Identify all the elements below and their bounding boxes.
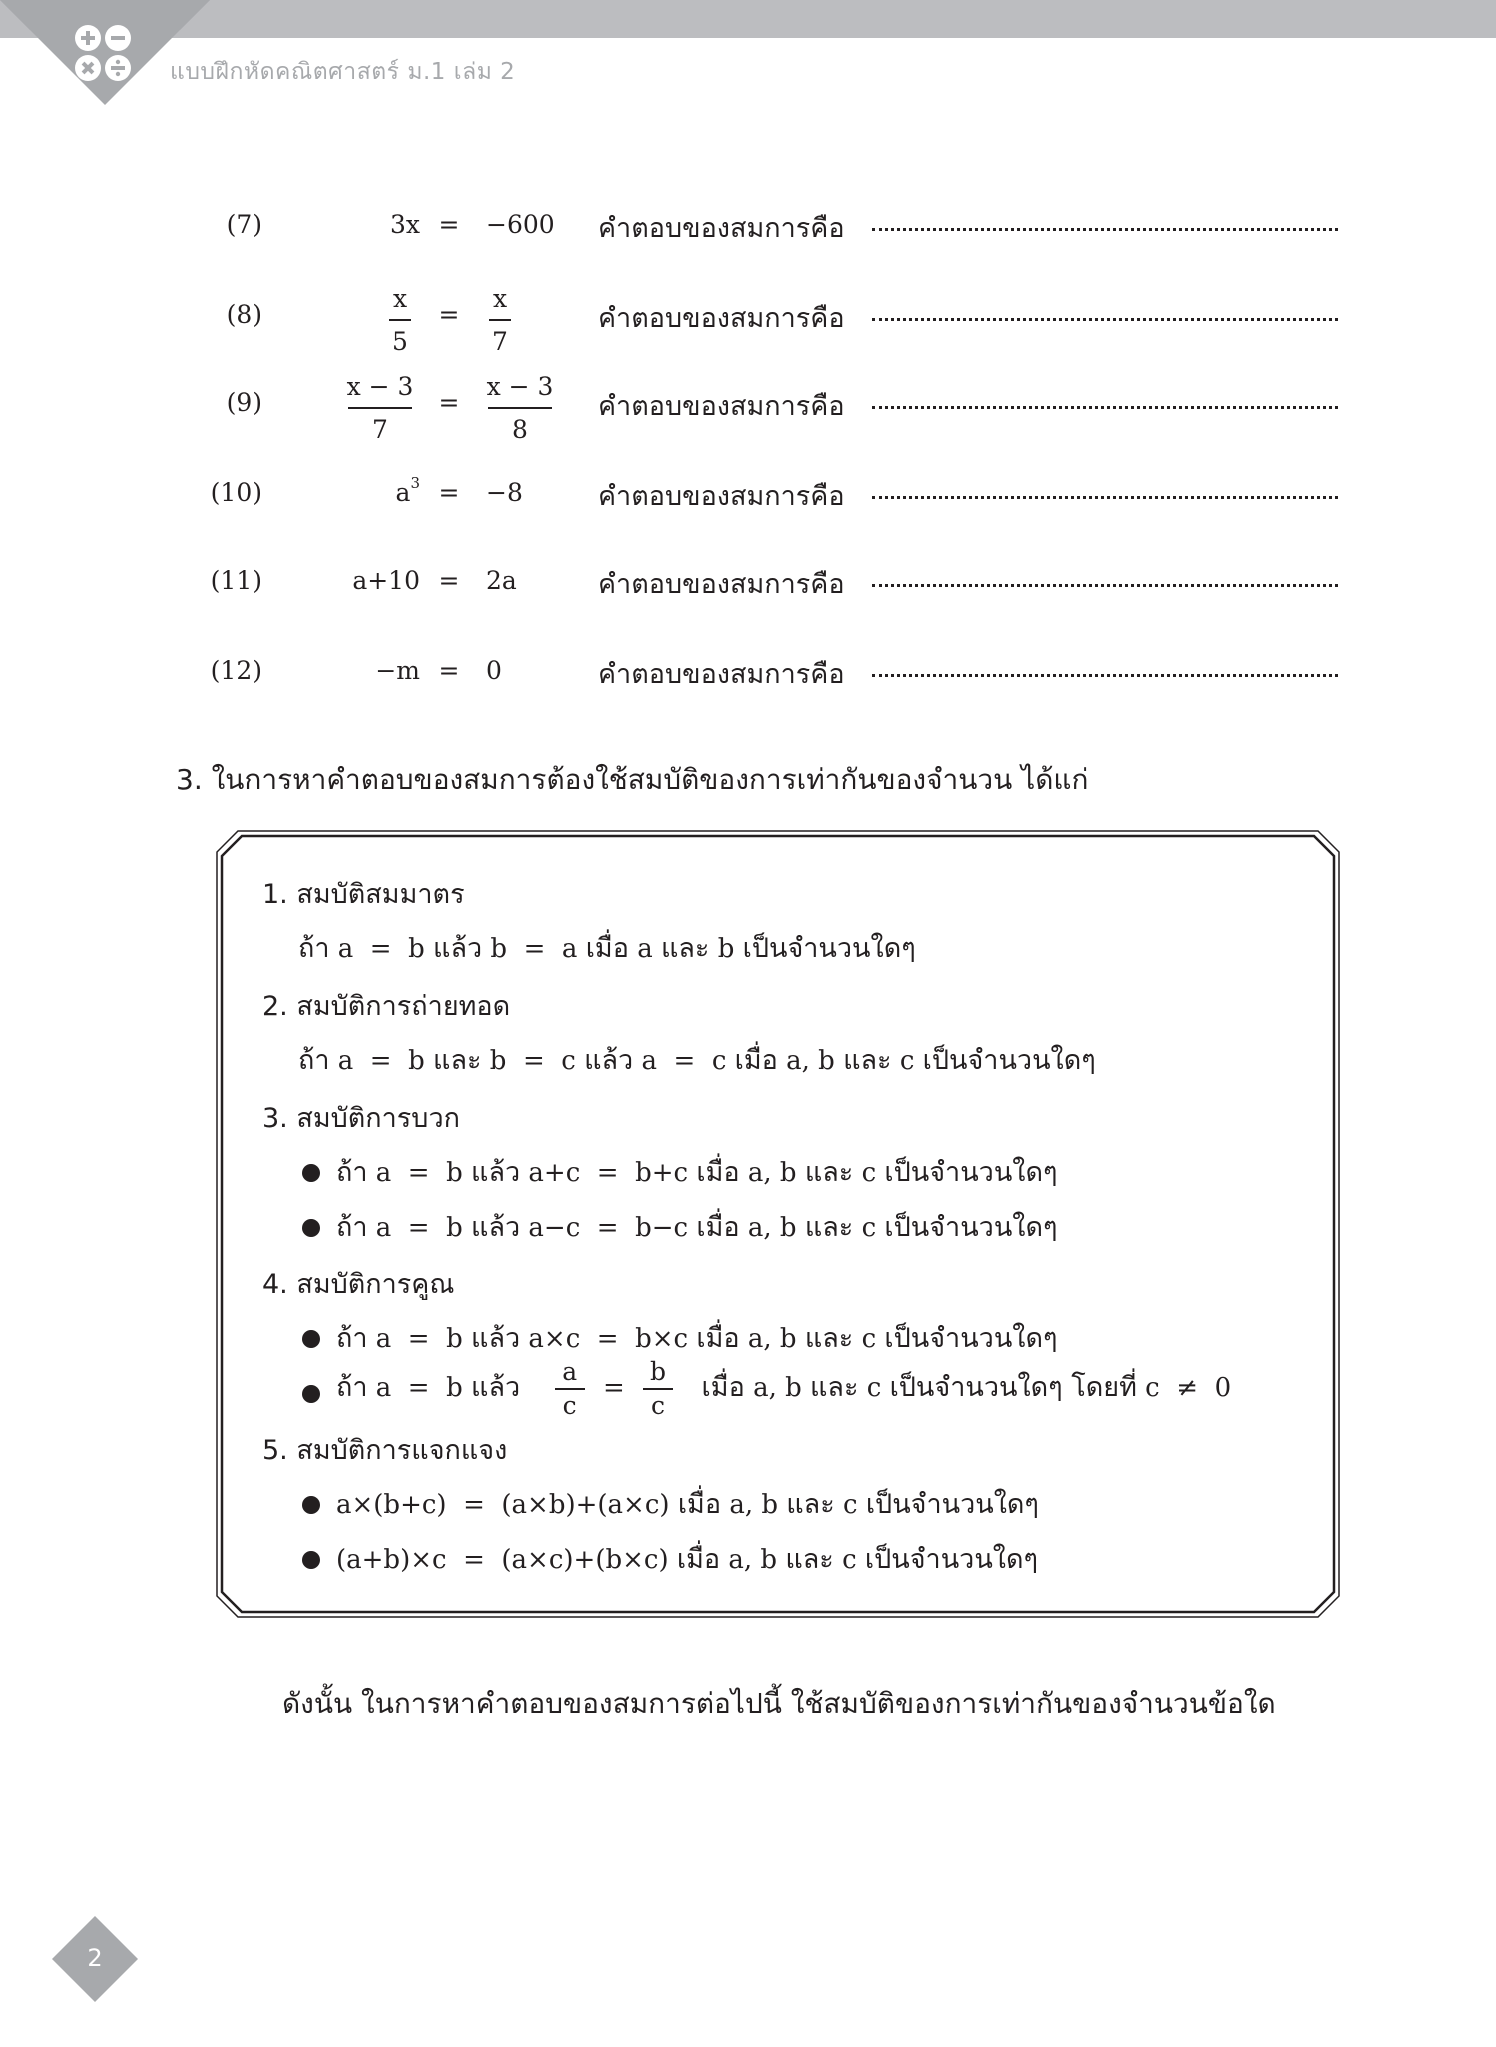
text: และ [433, 1045, 482, 1076]
property-1-title [262, 872, 465, 915]
property-5-title [262, 1428, 507, 1471]
math: c ≠ 0 [1145, 1373, 1232, 1403]
text: เมื่อ [701, 1372, 745, 1403]
text: แล้ว [471, 1157, 521, 1188]
math: c [861, 1158, 877, 1188]
property-5-statement-2 [336, 1537, 1038, 1580]
text: ถ้า [336, 1157, 368, 1188]
math: (a+b)×c = (a×c)+(b×c) [336, 1545, 669, 1575]
page-number: 2 [87, 1944, 103, 1972]
header-bar [0, 0, 1496, 38]
bullet-icon [302, 1164, 320, 1182]
equals-sign: = [438, 300, 460, 329]
text: เป็นจำนวนใดๆ [884, 1212, 1058, 1243]
denominator: 7 [372, 415, 388, 444]
text: เป็นจำนวนใดๆ [922, 1045, 1096, 1076]
equation-right: 2a [486, 566, 517, 595]
equation-row-11 [0, 542, 1496, 622]
property-title-text: 2. สมบัติการถ่ายทอด [262, 991, 511, 1022]
text: เมื่อ [677, 1489, 722, 1520]
property-2-title [262, 984, 510, 1027]
text: และ [810, 1372, 859, 1403]
fraction-a-over-c [555, 1358, 585, 1420]
equals-sign: = [438, 478, 460, 507]
bullet-icon [302, 1330, 320, 1348]
numerator: x − 3 [486, 372, 554, 401]
math: c [866, 1373, 882, 1403]
equation-left: −m [375, 656, 420, 685]
equals-sign: = [602, 1373, 625, 1403]
math: c [843, 1490, 858, 1520]
equals-sign: = [438, 210, 460, 239]
math: a, b [747, 1158, 797, 1188]
property-3-statement-2 [336, 1205, 1058, 1248]
bullet-icon [302, 1496, 320, 1514]
equation-row-10 [0, 454, 1496, 534]
math: a = b [337, 1046, 425, 1076]
equation-left: a+10 [352, 566, 420, 595]
text: ถ้า [298, 1045, 330, 1076]
equation-number: (10) [210, 478, 262, 507]
exponent: 3 [410, 474, 420, 492]
answer-label: คำตอบของสมการคือ [598, 303, 845, 334]
math: a = c [641, 1046, 727, 1076]
math: b [717, 934, 735, 964]
text: เมื่อ [676, 1544, 721, 1575]
math: c [899, 1046, 915, 1076]
text: เป็นจำนวนใดๆ [864, 1544, 1038, 1575]
text: แล้ว [471, 1372, 521, 1403]
equation-number: (8) [226, 300, 262, 329]
numerator: x [392, 284, 408, 313]
property-1-statement [298, 926, 916, 969]
text: และ [786, 1489, 835, 1520]
text: และ [804, 1157, 854, 1188]
math: a [637, 934, 653, 964]
text: เป็นจำนวนใดๆ [742, 933, 916, 964]
math: b = a [490, 934, 578, 964]
text: แล้ว [471, 1212, 521, 1243]
equation-number: (9) [226, 388, 262, 417]
property-title-text: 1. สมบัติสมมาตร [262, 879, 465, 910]
equation-right: −8 [486, 478, 523, 507]
text: เป็นจำนวนใดๆ [865, 1489, 1039, 1520]
property-3-title [262, 1096, 460, 1139]
math: a, b [747, 1324, 797, 1354]
math: a = b [375, 1213, 463, 1243]
denominator: 8 [512, 415, 528, 444]
math: a, b [786, 1046, 835, 1076]
numerator: b [650, 1357, 667, 1386]
text: ถ้า [336, 1212, 368, 1243]
answer-label: คำตอบของสมการคือ [598, 213, 845, 244]
property-4-statement-1 [336, 1316, 1058, 1359]
math: a, b [753, 1373, 802, 1403]
answer-label: คำตอบของสมการคือ [598, 391, 845, 422]
text: ถ้า [336, 1372, 368, 1403]
text: เป็นจำนวนใดๆ [884, 1323, 1058, 1354]
text: และ [785, 1544, 834, 1575]
math: a+c = b+c [528, 1158, 689, 1188]
numerator: x [492, 284, 508, 313]
math: a = b [337, 934, 425, 964]
answer-blank[interactable] [872, 406, 1338, 409]
equation-right: 0 [486, 656, 502, 685]
text: ถ้า [336, 1323, 368, 1354]
bullet-icon [302, 1219, 320, 1237]
numerator: x − 3 [346, 372, 414, 401]
numerator: a [562, 1357, 578, 1386]
bullet-icon [302, 1385, 320, 1403]
math: b = c [489, 1046, 576, 1076]
denominator: c [562, 1391, 577, 1420]
text: แล้ว [584, 1045, 634, 1076]
equation-row-8 [0, 276, 1496, 356]
text: แล้ว [433, 933, 483, 964]
math: a−c = b−c [528, 1213, 689, 1243]
math: c [861, 1213, 877, 1243]
math-operators-icon [72, 22, 138, 88]
equation-number: (7) [226, 210, 262, 239]
math: a, b [747, 1213, 797, 1243]
answer-blank[interactable] [872, 496, 1338, 499]
math: a = b [375, 1373, 463, 1403]
equation-left [320, 474, 420, 507]
denominator: c [651, 1391, 666, 1420]
math: c [842, 1545, 857, 1575]
denominator: 7 [492, 327, 508, 356]
conclusion-question: ดังนั้น ในการหาคำตอบของสมการต่อไปนี้ ใช้สมบัติของการเท่ากันของจำนวนข้อใด [282, 1687, 1276, 1720]
text: แล้ว [471, 1323, 521, 1354]
answer-label: คำตอบของสมการคือ [598, 659, 845, 690]
text: และ [843, 1045, 892, 1076]
answer-blank[interactable] [872, 318, 1338, 321]
equals-sign: = [438, 656, 460, 685]
answer-blank[interactable] [872, 228, 1338, 231]
property-title-text: 4. สมบัติการคูณ [262, 1269, 455, 1300]
left-fraction [330, 370, 430, 447]
text: และ [804, 1323, 854, 1354]
right-fraction [470, 370, 570, 447]
equation-number: (11) [210, 566, 262, 595]
math: a, b [729, 1490, 779, 1520]
math: a×c = b×c [528, 1324, 689, 1354]
equation-right: −600 [486, 210, 555, 239]
equation-number: (12) [210, 656, 262, 685]
answer-label: คำตอบของสมการคือ [598, 481, 845, 512]
section-3-intro: 3. ในการหาคำตอบของสมการต้องใช้สมบัติของการเท่ากันของจำนวน ได้แก่ [176, 763, 1089, 796]
answer-blank[interactable] [872, 674, 1338, 677]
math: a, b [728, 1545, 778, 1575]
property-5-statement-1 [336, 1482, 1039, 1525]
text: เป็นจำนวนใดๆ [884, 1157, 1058, 1188]
math: a = b [375, 1158, 463, 1188]
equation-row-7 [0, 186, 1496, 266]
right-fraction [450, 282, 550, 359]
text: เมื่อ [696, 1157, 740, 1188]
property-4-statement-2 [336, 1358, 1231, 1420]
text: เมื่อ [696, 1212, 740, 1243]
equation-row-12 [0, 632, 1496, 712]
base: a [395, 478, 411, 507]
equation-left: 3x [389, 210, 420, 239]
text: ถ้า [298, 933, 330, 964]
answer-blank[interactable] [872, 584, 1338, 587]
equals-sign: = [438, 566, 460, 595]
property-2-statement [298, 1038, 1096, 1081]
equation-row-9 [0, 364, 1496, 444]
bullet-icon [302, 1551, 320, 1569]
property-title-text: 3. สมบัติการบวก [262, 1103, 460, 1134]
text: เมื่อ [734, 1045, 778, 1076]
header-title: แบบฝึกหัดคณิตศาสตร์ ม.1 เล่ม 2 [170, 59, 516, 85]
denominator: 5 [392, 327, 408, 356]
property-3-statement-1 [336, 1150, 1058, 1193]
text: และ [804, 1212, 854, 1243]
text: เป็นจำนวนใดๆ โดยที่ [889, 1372, 1137, 1403]
property-4-title [262, 1262, 454, 1305]
math: c [861, 1324, 877, 1354]
fraction-b-over-c [643, 1358, 673, 1420]
equals-sign: = [438, 388, 460, 417]
text: เมื่อ [696, 1323, 740, 1354]
answer-label: คำตอบของสมการคือ [598, 569, 845, 600]
math: a = b [375, 1324, 463, 1354]
text: เมื่อ [585, 933, 629, 964]
property-title-text: 5. สมบัติการแจกแจง [262, 1435, 508, 1466]
text: และ [660, 933, 710, 964]
math: a×(b+c) = (a×b)+(a×c) [336, 1490, 670, 1520]
